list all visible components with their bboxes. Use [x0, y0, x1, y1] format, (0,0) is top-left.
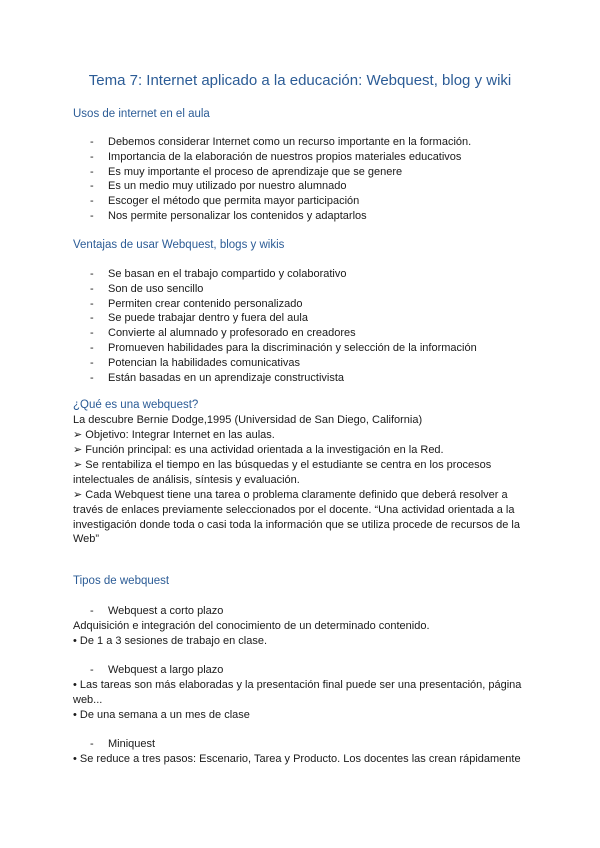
section-heading-que-es: ¿Qué es una webquest? [73, 399, 199, 411]
list-item: - Se basan en el trabajo compartido y colaborativo [90, 268, 347, 280]
ventajas-list [73, 267, 477, 385]
paragraph: • Las tareas son más elaboradas y la presentación final puede ser una presentación, página web... [73, 679, 522, 706]
list-item: - Promueven habilidades para la discriminación y selección de la información [90, 341, 477, 354]
section-heading-tipos: Tipos de webquest [73, 575, 170, 587]
paragraph: • De 1 a 3 sesiones de trabajo en clase. [73, 635, 268, 647]
section-heading-ventajas: Ventajas de usar Webquest, blogs y wikis [73, 239, 285, 251]
type-label-miniquest: - Miniquest [90, 738, 156, 750]
paragraph: ➢ Cada Webquest tiene una tarea o problema claramente definido que deberá resolver a través de enlaces previamente seleccionados por el docente. “Una actividad orientada a la investigación donde toda o casi toda la información que se utiliza procede de recursos de la Web” [73, 489, 520, 546]
list-item: - Permiten crear contenido personalizado [90, 297, 303, 310]
list-item: - Es un medio muy utilizado por nuestro alumnado [90, 180, 347, 193]
list-item: - Convierte al alumnado y profesorado en creadores [90, 327, 356, 340]
paragraph: ➢ Objetivo: Integrar Internet en las aulas. [73, 429, 275, 441]
list-item: - Escoger el método que permita mayor participación [90, 195, 360, 208]
list-item: - Son de uso sencillo [90, 282, 204, 295]
paragraph: Adquisición e integración del conocimiento de un determinado contenido. [73, 620, 430, 632]
list-item: - Están basadas en un aprendizaje constructivista [90, 371, 345, 384]
paragraph: ➢ Se rentabiliza el tiempo en las búsquedas y el estudiante se centra en los procesos intelectuales de análisis, síntesis y evaluación. [73, 459, 492, 486]
paragraph: La descubre Bernie Dodge,1995 (Universidad de San Diego, California) [73, 414, 423, 426]
type-label-largo: - Webquest a largo plazo [90, 664, 224, 676]
section-heading-usos: Usos de internet en el aula [73, 108, 210, 120]
usos-list [73, 135, 471, 224]
list-item: - Debemos considerar Internet como un recurso importante en la formación. [90, 136, 472, 148]
paragraph: • Se reduce a tres pasos: Escenario, Tarea y Producto. Los docentes las crean rápidamente [73, 753, 521, 765]
paragraph: • De una semana a un mes de clase [73, 709, 250, 721]
page-title: Tema 7: Internet aplicado a la educación: Webquest, blog y wiki [88, 72, 512, 89]
list-item: - Nos permite personalizar los contenidos y adaptarlos [90, 209, 367, 222]
list-item: - Potencian la habilidades comunicativas [90, 356, 301, 369]
type-label-corto: - Webquest a corto plazo [90, 605, 224, 617]
paragraph: ➢ Función principal: es una actividad orientada a la investigación en la Red. [73, 444, 444, 456]
list-item: - Importancia de la elaboración de nuestros propios materiales educativos [90, 150, 462, 163]
list-item: - Se puede trabajar dentro y fuera del aula [90, 312, 308, 325]
list-item: - Es muy importante el proceso de aprendizaje que se genere [90, 165, 403, 178]
